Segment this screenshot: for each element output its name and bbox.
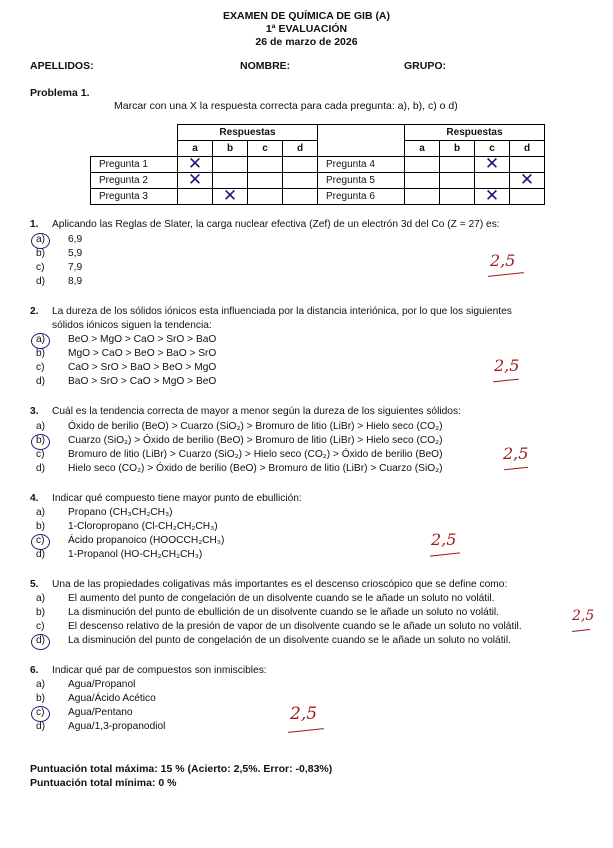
score-q2: 2,5 (494, 356, 520, 375)
option-letter: b) (36, 348, 46, 359)
answer-cell-q6-a[interactable] (405, 189, 440, 205)
question-number: 4. (30, 493, 39, 504)
answer-cell-q2-c[interactable] (248, 173, 283, 189)
option-q1-a[interactable] (36, 234, 82, 245)
row-label-q4: Pregunta 4 (318, 157, 405, 173)
option-q5-c[interactable] (36, 621, 522, 632)
answer-cell-q5-a[interactable] (405, 173, 440, 189)
option-text: Propano (CH₃CH₂CH₃) (68, 507, 173, 518)
option-text: BaO > SrO > CaO > MgO > BeO (68, 376, 217, 387)
min-score-note: Puntuación total mínima: 0 % (30, 777, 177, 789)
option-q6-b[interactable] (36, 693, 156, 704)
answer-cell-q4-b[interactable] (440, 157, 475, 173)
score-q6: 2,5 (290, 704, 318, 724)
option-q3-a[interactable] (36, 421, 443, 432)
score-q5: 2,5 (572, 608, 595, 624)
option-text: 1-Propanol (HO-CH₂CH₂CH₃) (68, 549, 203, 560)
row-label-q1: Pregunta 1 (91, 157, 178, 173)
answer-cell-q3-c[interactable] (248, 189, 283, 205)
grupo-label: GRUPO: (404, 60, 446, 72)
option-letter: c) (36, 707, 45, 718)
option-text: 1-Cloropropano (Cl-CH₂CH₂CH₃) (68, 521, 218, 532)
question-4 (30, 493, 302, 504)
option-q3-c[interactable] (36, 449, 443, 460)
answer-cell-q4-a[interactable] (405, 157, 440, 173)
answer-cell-q6-d[interactable] (510, 189, 545, 205)
col-c: c (248, 141, 283, 157)
option-q2-c[interactable] (36, 362, 216, 373)
option-text: Bromuro de litio (LiBr) > Cuarzo (SiO₂) > Hielo seco (CO₂) > Óxido de berilio (BeO) (68, 449, 443, 460)
x-mark-icon: ✕ (187, 170, 203, 190)
answer-table (90, 124, 545, 205)
option-letter: d) (36, 463, 46, 474)
question-stem: La dureza de los sólidos iónicos esta influenciada por la distancia interiónica, por lo que los siguientes (52, 306, 512, 317)
option-letter: a) (36, 679, 46, 690)
question-stem: Aplicando las Reglas de Slater, la carga nuclear efectiva (Zef) de un electrón 3d del Co (Z = 27) es: (52, 219, 500, 230)
score-q1: 2,5 (490, 251, 516, 270)
option-q5-a[interactable] (36, 593, 495, 604)
answer-cell-q1-d[interactable] (283, 157, 318, 173)
option-letter: d) (36, 376, 46, 387)
question-5 (30, 579, 507, 590)
option-text: La disminución del punto de ebullición de un disolvente cuando se le añade un soluto no volátil. (68, 607, 500, 618)
option-text: Agua/Ácido Acético (68, 693, 156, 704)
option-letter: d) (36, 721, 46, 732)
row-label-q3: Pregunta 3 (91, 189, 178, 205)
col-a: a (405, 141, 440, 157)
option-text: El aumento del punto de congelación de un disolvente cuando se le añade un soluto no volátil. (68, 593, 495, 604)
problem-title: Problema 1. (30, 87, 90, 99)
answer-cell-q1-c[interactable] (248, 157, 283, 173)
option-q4-b[interactable] (36, 521, 218, 532)
exam-title: EXAMEN DE QUÍMICA DE GIB (A) (222, 10, 391, 22)
option-text: 6,9 (68, 234, 83, 245)
option-text: Óxido de berilio (BeO) > Cuarzo (SiO₂) > Bromuro de litio (LiBr) > Hielo seco (CO₂) (68, 421, 443, 432)
option-q2-a[interactable] (36, 334, 216, 345)
question-number: 6. (30, 665, 39, 676)
col-b: b (440, 141, 475, 157)
max-score-note: Puntuación total máxima: 15 % (Acierto: 2,5%. Error: -0,83%) (30, 763, 333, 775)
exam-date: 26 de marzo de 2026 (255, 36, 358, 48)
x-mark-icon: ✕ (519, 170, 535, 190)
option-letter: b) (36, 248, 46, 259)
option-q3-b[interactable] (36, 435, 443, 446)
answer-cell-q6-b[interactable] (440, 189, 475, 205)
answer-table-header-right: Respuestas (405, 125, 545, 141)
option-letter: b) (36, 607, 46, 618)
option-q4-c[interactable] (36, 535, 224, 546)
score-underline (430, 552, 460, 556)
option-letter: c) (36, 449, 45, 460)
option-letter: a) (36, 593, 46, 604)
option-text: Hielo seco (CO₂) > Óxido de berilio (BeO) > Bromuro de litio (LiBr) > Cuarzo (SiO₂) (68, 463, 443, 474)
question-stem: Cuál es la tendencia correcta de mayor a menor según la dureza de los siguientes sólidos: (52, 406, 461, 417)
answer-cell-q1-b[interactable] (213, 157, 248, 173)
option-letter: c) (36, 362, 45, 373)
option-q3-d[interactable] (36, 463, 443, 474)
option-q6-d[interactable] (36, 721, 165, 732)
answer-cell-q6-c[interactable] (475, 186, 510, 206)
option-letter: c) (36, 535, 45, 546)
option-q4-d[interactable] (36, 549, 202, 560)
nombre-label: NOMBRE: (240, 60, 291, 72)
option-text: MgO > CaO > BeO > BaO > SrO (68, 348, 217, 359)
score-q4: 2,5 (431, 530, 457, 549)
row-label-q5: Pregunta 5 (318, 173, 405, 189)
option-text: CaO > SrO > BaO > BeO > MgO (68, 362, 217, 373)
row-label-q6: Pregunta 6 (318, 189, 405, 205)
option-letter: b) (36, 693, 46, 704)
option-text: 8,9 (68, 276, 83, 287)
option-q5-d[interactable] (36, 635, 511, 646)
option-letter: d) (36, 635, 46, 646)
answer-cell-q5-d[interactable] (510, 170, 545, 190)
option-text: La disminución del punto de congelación de un disolvente cuando se le añade un soluto no volátil. (68, 635, 511, 646)
score-underline (572, 629, 590, 632)
score-underline (493, 379, 519, 383)
col-d: d (510, 141, 545, 157)
question-6 (30, 665, 267, 676)
option-letter: a) (36, 421, 46, 432)
score-underline (504, 467, 528, 471)
answer-cell-q4-c[interactable] (475, 154, 510, 174)
option-text: El descenso relativo de la presión de vapor de un disolvente cuando se le añade un soluto no volátil. (68, 621, 522, 632)
option-text: Agua/Pentano (68, 707, 133, 718)
question-number: 3. (30, 406, 39, 417)
answer-cell-q2-a[interactable] (178, 170, 213, 190)
option-q1-d[interactable] (36, 276, 82, 287)
answer-cell-q2-d[interactable] (283, 173, 318, 189)
col-b: b (213, 141, 248, 157)
row-label-q2: Pregunta 2 (91, 173, 178, 189)
option-q2-d[interactable] (36, 376, 216, 387)
question-1 (30, 219, 500, 230)
question-number: 2. (30, 306, 39, 317)
option-letter: c) (36, 262, 45, 273)
option-text: BeO > MgO > CaO > SrO > BaO (68, 334, 217, 345)
option-letter: d) (36, 276, 46, 287)
answer-cell-q3-a[interactable] (178, 189, 213, 205)
question-stem: Una de las propiedades coligativas más importantes es el descenso crioscópico que se define como: (52, 579, 508, 590)
x-mark-icon: ✕ (484, 186, 500, 206)
answer-table-header-left: Respuestas (178, 125, 318, 141)
answer-cell-q3-d[interactable] (283, 189, 318, 205)
option-text: 7,9 (68, 262, 83, 273)
problem-instruction: Marcar con una X la respuesta correcta para cada pregunta: a), b), c) o d) (114, 100, 458, 112)
answer-cell-q3-b[interactable] (213, 186, 248, 206)
x-mark-icon: ✕ (484, 154, 500, 174)
x-mark-icon: ✕ (222, 186, 238, 206)
question-number: 5. (30, 579, 39, 590)
option-text: Agua/Propanol (68, 679, 136, 690)
x-mark-icon: ✕ (187, 154, 203, 174)
col-a: a (178, 141, 213, 157)
col-d: d (283, 141, 318, 157)
col-c: c (475, 141, 510, 157)
score-underline (488, 272, 524, 277)
option-q1-c[interactable] (36, 262, 82, 273)
option-q2-b[interactable] (36, 348, 216, 359)
option-letter: a) (36, 234, 46, 245)
score-q3: 2,5 (503, 444, 529, 463)
answer-cell-q5-b[interactable] (440, 173, 475, 189)
question-stem: Indicar qué compuesto tiene mayor punto de ebullición: (52, 493, 302, 504)
option-q6-a[interactable] (36, 679, 135, 690)
question-3 (30, 406, 461, 417)
option-text: 5,9 (68, 248, 83, 259)
option-letter: b) (36, 521, 46, 532)
apellidos-label: APELLIDOS: (30, 60, 94, 72)
question-2 (30, 306, 512, 317)
option-text: Agua/1,3-propanodiol (68, 721, 166, 732)
option-q1-b[interactable] (36, 248, 82, 259)
option-letter: a) (36, 334, 46, 345)
question-2-stem-continuation: sólidos iónicos siguen la tendencia: (52, 320, 212, 331)
option-q4-a[interactable] (36, 507, 173, 518)
question-stem: Indicar qué par de compuestos son inmiscibles: (52, 665, 267, 676)
exam-evaluation: 1ª EVALUACIÓN (265, 23, 348, 35)
option-letter: b) (36, 435, 46, 446)
option-letter: d) (36, 549, 46, 560)
option-q6-c[interactable] (36, 707, 133, 718)
option-letter: a) (36, 507, 46, 518)
option-q5-b[interactable] (36, 607, 499, 618)
option-letter: c) (36, 621, 45, 632)
option-text: Ácido propanoico (HOOCCH₂CH₃) (68, 535, 225, 546)
question-number: 1. (30, 219, 39, 230)
option-text: Cuarzo (SiO₂) > Óxido de berilio (BeO) > Bromuro de litio (LiBr) > Hielo seco (CO₂) (68, 435, 443, 446)
score-underline (288, 728, 324, 733)
